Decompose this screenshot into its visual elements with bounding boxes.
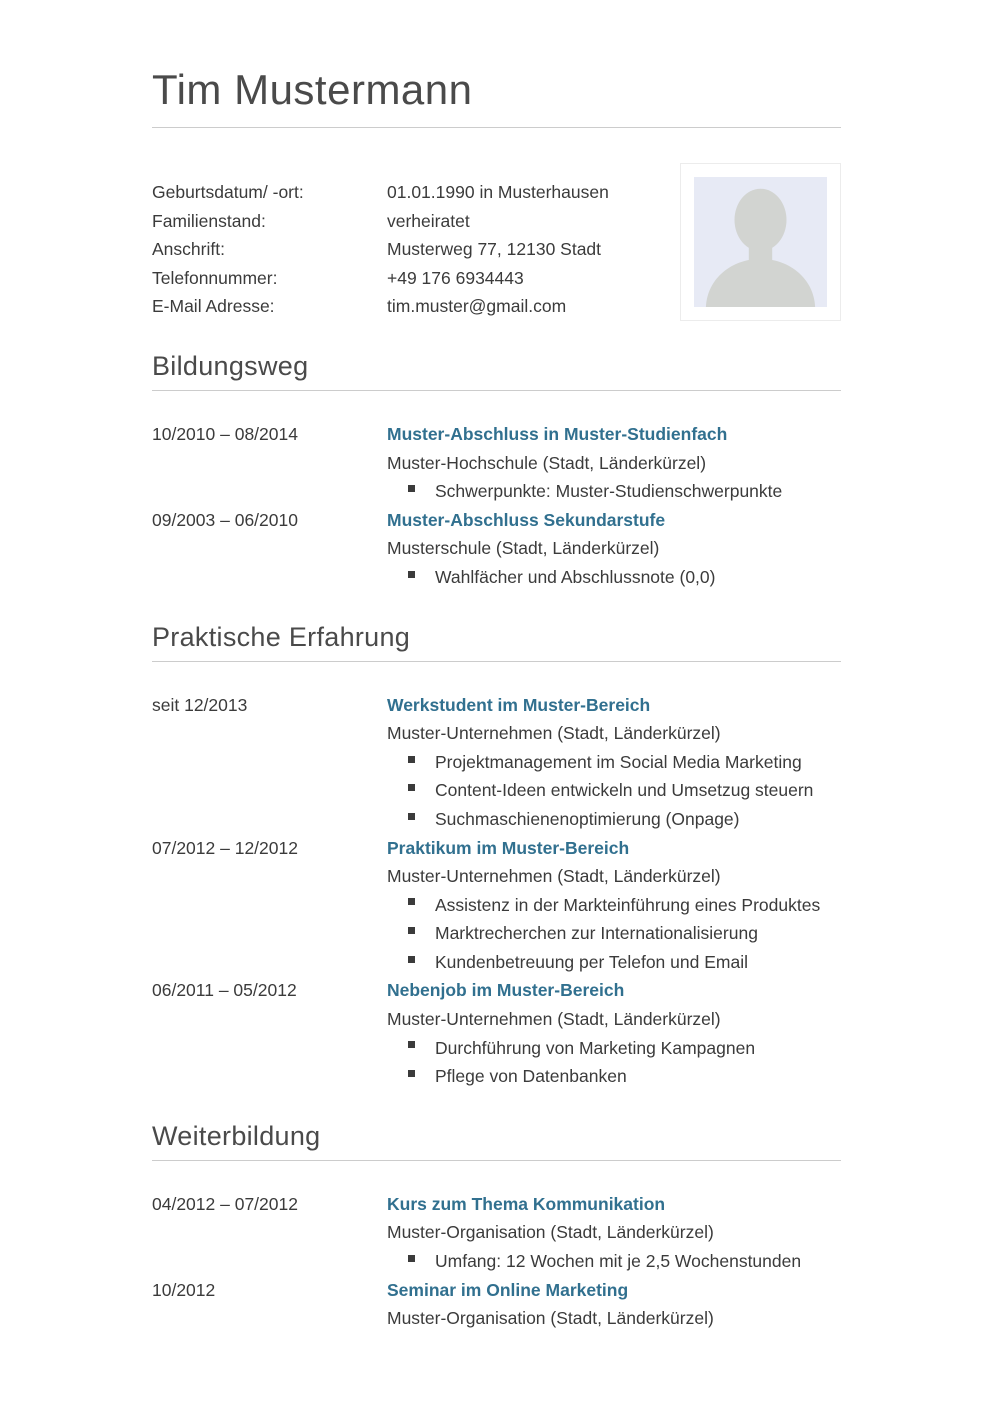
experience-entry	[152, 691, 841, 834]
section-entries-weiterbildung	[152, 1190, 841, 1333]
bullet-text: Wahlfächer und Abschlussnote (0,0)	[435, 566, 716, 587]
bullet-item	[387, 748, 841, 777]
bullet-square-icon	[408, 784, 415, 791]
entry-subtitle: Muster-Unternehmen (Stadt, Länderkürzel)	[387, 723, 721, 744]
entry-body	[387, 1190, 841, 1276]
section-divider	[152, 661, 841, 662]
bullet-square-icon	[408, 956, 415, 963]
entry-subtitle: Muster-Unternehmen (Stadt, Länderkürzel)	[387, 1009, 721, 1030]
info-value-address: Musterweg 77, 12130 Stadt	[387, 239, 602, 260]
bullet-item	[387, 805, 841, 834]
bullet-square-icon	[408, 927, 415, 934]
entry-date: seit 12/2013	[152, 694, 248, 715]
bullet-item	[387, 1062, 841, 1091]
entry-body	[387, 1276, 841, 1333]
bullet-square-icon	[408, 485, 415, 492]
education-entry	[152, 420, 841, 506]
training-entry	[152, 1276, 841, 1333]
bullet-text: Assistenz in der Markteinführung eines Produktes	[435, 894, 821, 915]
entry-subtitle: Musterschule (Stadt, Länderkürzel)	[387, 538, 660, 559]
section-heading-praktische-erfahrung: Praktische Erfahrung	[152, 621, 411, 652]
bullet-square-icon	[408, 756, 415, 763]
entry-subtitle: Muster-Organisation (Stadt, Länderkürzel)	[387, 1222, 714, 1243]
bullet-text: Projektmanagement im Social Media Marketing	[435, 751, 802, 772]
entry-title: Kurs zum Thema Kommunikation	[387, 1193, 666, 1214]
section-divider	[152, 390, 841, 391]
bullet-text: Content-Ideen entwickeln und Umsetzug steuern	[435, 780, 814, 801]
entry-body	[387, 976, 841, 1090]
bullet-item	[387, 776, 841, 805]
bullet-item	[387, 1034, 841, 1063]
bullet-text: Kundenbetreuung per Telefon und Email	[435, 951, 748, 972]
bullet-square-icon	[408, 571, 415, 578]
bullet-text: Suchmaschienenoptimierung (Onpage)	[435, 808, 740, 829]
profile-photo-placeholder	[680, 163, 841, 321]
section-heading-weiterbildung: Weiterbildung	[152, 1120, 321, 1151]
entry-date: 07/2012 – 12/2012	[152, 837, 298, 858]
experience-entry	[152, 834, 841, 977]
bullet-item	[387, 477, 841, 506]
bullet-item	[387, 1247, 841, 1276]
entry-title: Werkstudent im Muster-Bereich	[387, 694, 651, 715]
entry-subtitle: Muster-Unternehmen (Stadt, Länderkürzel)	[387, 866, 721, 887]
entry-body	[387, 506, 841, 592]
bullet-square-icon	[408, 1041, 415, 1048]
section-entries-bildungsweg	[152, 420, 841, 592]
entry-body	[387, 834, 841, 977]
section-entries-praktische-erfahrung	[152, 691, 841, 1091]
bullet-text: Schwerpunkte: Muster-Studienschwerpunkte	[435, 481, 783, 502]
entry-date: 09/2003 – 06/2010	[152, 509, 298, 530]
bullet-square-icon	[408, 1070, 415, 1077]
entry-date: 10/2010 – 08/2014	[152, 423, 298, 444]
bullet-text: Umfang: 12 Wochen mit je 2,5 Wochenstunden	[435, 1251, 802, 1272]
info-label-marital-status: Familienstand:	[152, 210, 266, 231]
bullet-square-icon	[408, 813, 415, 820]
bullet-item	[387, 948, 841, 977]
training-entry	[152, 1190, 841, 1276]
bullet-square-icon	[408, 898, 415, 905]
person-silhouette-icon	[694, 177, 827, 307]
education-entry	[152, 506, 841, 592]
title-divider	[152, 127, 841, 128]
entry-body	[387, 420, 841, 506]
entry-date: 04/2012 – 07/2012	[152, 1193, 298, 1214]
info-label-email: E-Mail Adresse:	[152, 296, 275, 317]
page-title: Tim Mustermann	[152, 66, 473, 113]
entry-title: Praktikum im Muster-Bereich	[387, 837, 630, 858]
entry-subtitle: Muster-Hochschule (Stadt, Länderkürzel)	[387, 452, 707, 473]
section-divider	[152, 1160, 841, 1161]
entry-title: Muster-Abschluss in Muster-Studienfach	[387, 423, 728, 444]
bullet-item	[387, 563, 841, 592]
info-value-marital-status: verheiratet	[387, 210, 470, 231]
section-heading-bildungsweg: Bildungsweg	[152, 350, 309, 381]
entry-title: Nebenjob im Muster-Bereich	[387, 980, 625, 1001]
bullet-item	[387, 891, 841, 920]
entry-subtitle: Muster-Organisation (Stadt, Länderkürzel)	[387, 1308, 714, 1329]
info-value-phone: +49 176 6934443	[387, 267, 524, 288]
entry-title: Muster-Abschluss Sekundarstufe	[387, 509, 666, 530]
entry-date: 10/2012	[152, 1279, 216, 1300]
info-label-birth: Geburtsdatum/ -ort:	[152, 182, 304, 202]
bullet-text: Pflege von Datenbanken	[435, 1066, 627, 1087]
info-value-email: tim.muster@gmail.com	[387, 296, 567, 317]
experience-entry	[152, 976, 841, 1090]
entry-body	[387, 691, 841, 834]
bullet-item	[387, 919, 841, 948]
bullet-square-icon	[408, 1255, 415, 1262]
info-label-phone: Telefonnummer:	[152, 267, 278, 288]
entry-title: Seminar im Online Marketing	[387, 1279, 629, 1300]
bullet-text: Marktrecherchen zur Internationalisierung	[435, 923, 758, 944]
info-label-address: Anschrift:	[152, 239, 225, 260]
bullet-text: Durchführung von Marketing Kampagnen	[435, 1037, 756, 1058]
info-value-birth: 01.01.1990 in Musterhausen	[387, 182, 609, 202]
entry-date: 06/2011 – 05/2012	[152, 980, 297, 1001]
